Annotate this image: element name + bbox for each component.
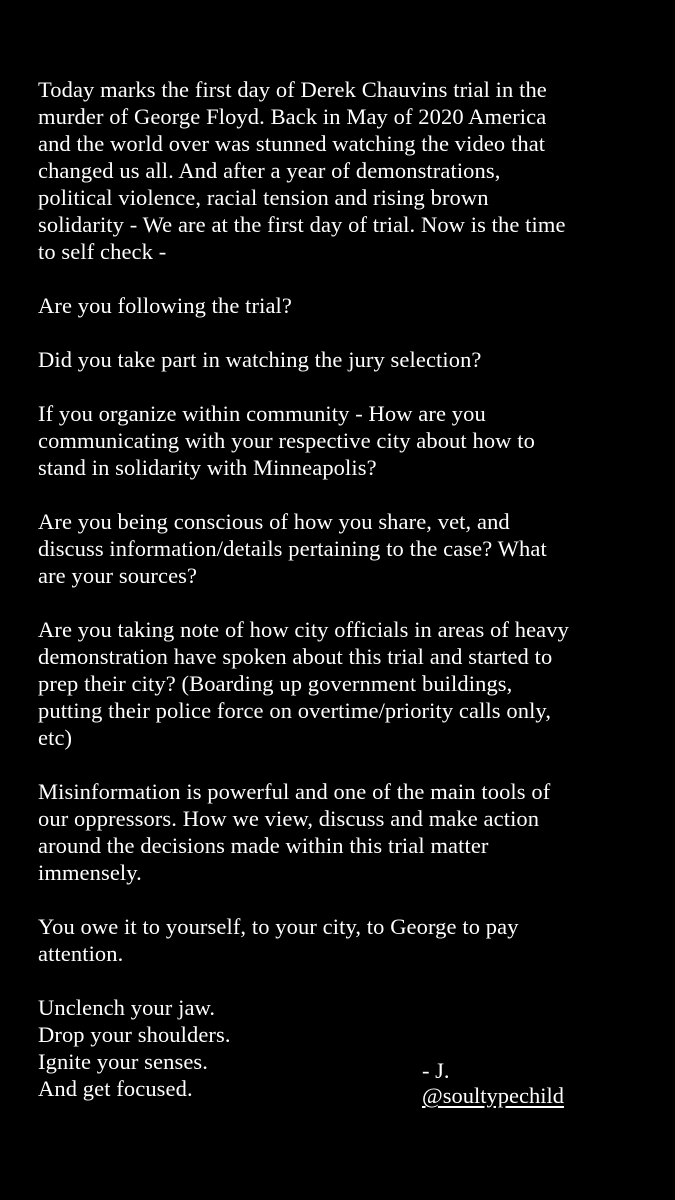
- paragraph-question-sources: Are you being conscious of how you share, vet, and discuss information/details pertaining to the case? What are your sources?: [38, 509, 547, 588]
- paragraph-question-jury: Did you take part in watching the jury selection?: [38, 347, 482, 372]
- paragraph-misinformation: Misinformation is powerful and one of the main tools of our oppressors. How we view, discuss and make action around the decisions made within this trial matter immensely.: [38, 779, 551, 885]
- mention-handle-link[interactable]: @soultypechild: [422, 1083, 564, 1108]
- paragraph-intro: Today marks the first day of Derek Chauvins trial in the murder of George Floyd. Back in May of 2020 America and the world over was stunned watching the video that changed us all. And after a year of demonstrations, political violence, racial tension and rising brown solidarity - We are at the first day of trial. Now is the time to self check -: [38, 77, 566, 264]
- signature-initial: - J.: [422, 1058, 450, 1083]
- paragraph-question-officials: Are you taking note of how city officials in areas of heavy demonstration have spoken about this trial and started to prep their city? (Boarding up government buildings, putting their police force on overtime/priority calls only, etc): [38, 617, 569, 750]
- paragraph-question-organize: If you organize within community - How are you communicating with your respective city about how to stand in solidarity with Minneapolis?: [38, 401, 535, 480]
- paragraph-question-following: Are you following the trial?: [38, 293, 292, 318]
- paragraph-owe-it: You owe it to yourself, to your city, to George to pay attention.: [38, 914, 519, 966]
- story-text: [38, 76, 643, 1102]
- signature: [422, 1058, 564, 1108]
- closing-lines: Unclench your jaw. Drop your shoulders. Ignite your senses. And get focused.: [38, 995, 231, 1101]
